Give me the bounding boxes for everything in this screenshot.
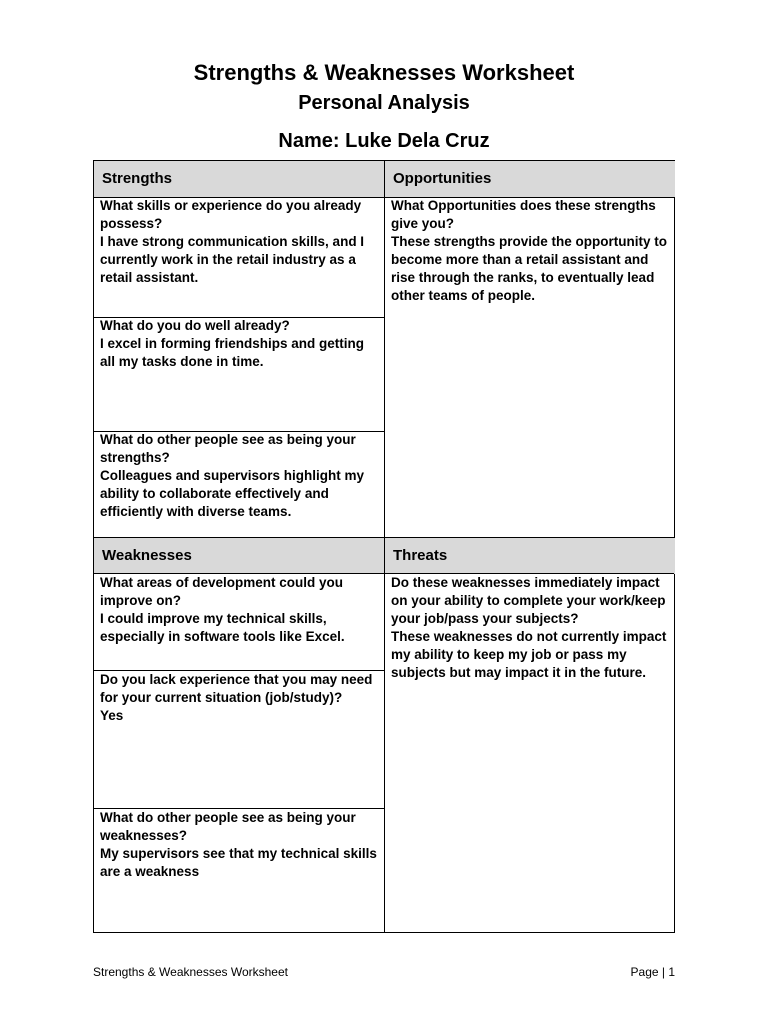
- weaknesses-cell-1: [94, 574, 384, 671]
- name-line: Name: Luke Dela Cruz: [278, 130, 490, 152]
- opportunities-answer: These strengths provide the opportunity to become more than a retail assistant and rise through the ranks, to eventually lead other teams of people.: [391, 234, 668, 303]
- row-divider-header-1: [94, 197, 674, 198]
- strengths-answer-1: I have strong communication skills, and I currently work in the retail industry as a retail assistant.: [100, 234, 365, 285]
- opportunities-cell: [385, 197, 675, 537]
- strengths-header: Strengths: [94, 161, 384, 197]
- weaknesses-header: Weaknesses: [94, 538, 384, 574]
- column-divider: [384, 161, 385, 932]
- weaknesses-answer-3: My supervisors see that my technical skills are a weakness: [100, 846, 377, 879]
- strengths-question-2: What do you do well already?: [100, 318, 290, 333]
- strengths-cell-2: [94, 317, 384, 431]
- weaknesses-question-1: What areas of development could you improve on?: [100, 575, 344, 608]
- row-divider-section: [94, 537, 674, 538]
- weaknesses-question-3: What do other people see as being your weaknesses?: [100, 810, 356, 843]
- strengths-answer-3: Colleagues and supervisors highlight my ability to collaborate effectively and efficiently with diverse teams.: [100, 468, 365, 519]
- row-divider-weaknesses-1: [94, 670, 384, 671]
- weaknesses-question-2: Do you lack experience that you may need for your current situation (job/study)?: [100, 672, 373, 705]
- threats-answer: These weaknesses do not currently impact my ability to keep my job or pass my subjects but may impact it in the future.: [391, 629, 667, 680]
- swot-table: [93, 160, 675, 933]
- strengths-question-3: What do other people see as being your strengths?: [100, 432, 356, 465]
- document-subtitle: Personal Analysis: [298, 92, 470, 114]
- footer-title: Strengths & Weaknesses Worksheet: [93, 965, 288, 979]
- document-title: Strengths & Weaknesses Worksheet: [193, 60, 575, 85]
- weaknesses-answer-1: I could improve my technical skills, especially in software tools like Excel.: [100, 611, 345, 644]
- strengths-answer-2: I excel in forming friendships and getting all my tasks done in time.: [100, 336, 365, 369]
- threats-header: Threats: [385, 538, 675, 574]
- strengths-cell-1: [94, 197, 384, 317]
- weaknesses-answer-2: Yes: [100, 708, 124, 723]
- threats-cell: [385, 574, 675, 932]
- row-divider-strengths-2: [94, 431, 384, 432]
- strengths-cell-3: [94, 431, 384, 537]
- opportunities-header: Opportunities: [385, 161, 675, 197]
- threats-question: Do these weaknesses immediately impact on your ability to complete your work/keep your job/pass your subjects?: [391, 575, 666, 626]
- row-divider-header-2: [94, 573, 674, 574]
- page-number: Page | 1: [630, 965, 675, 979]
- row-divider-weaknesses-2: [94, 808, 384, 809]
- weaknesses-cell-2: [94, 671, 384, 809]
- weaknesses-cell-3: [94, 809, 384, 932]
- strengths-question-1: What skills or experience do you already possess?: [100, 198, 362, 231]
- row-divider-strengths-1: [94, 317, 384, 318]
- opportunities-question: What Opportunities does these strengths give you?: [391, 198, 656, 231]
